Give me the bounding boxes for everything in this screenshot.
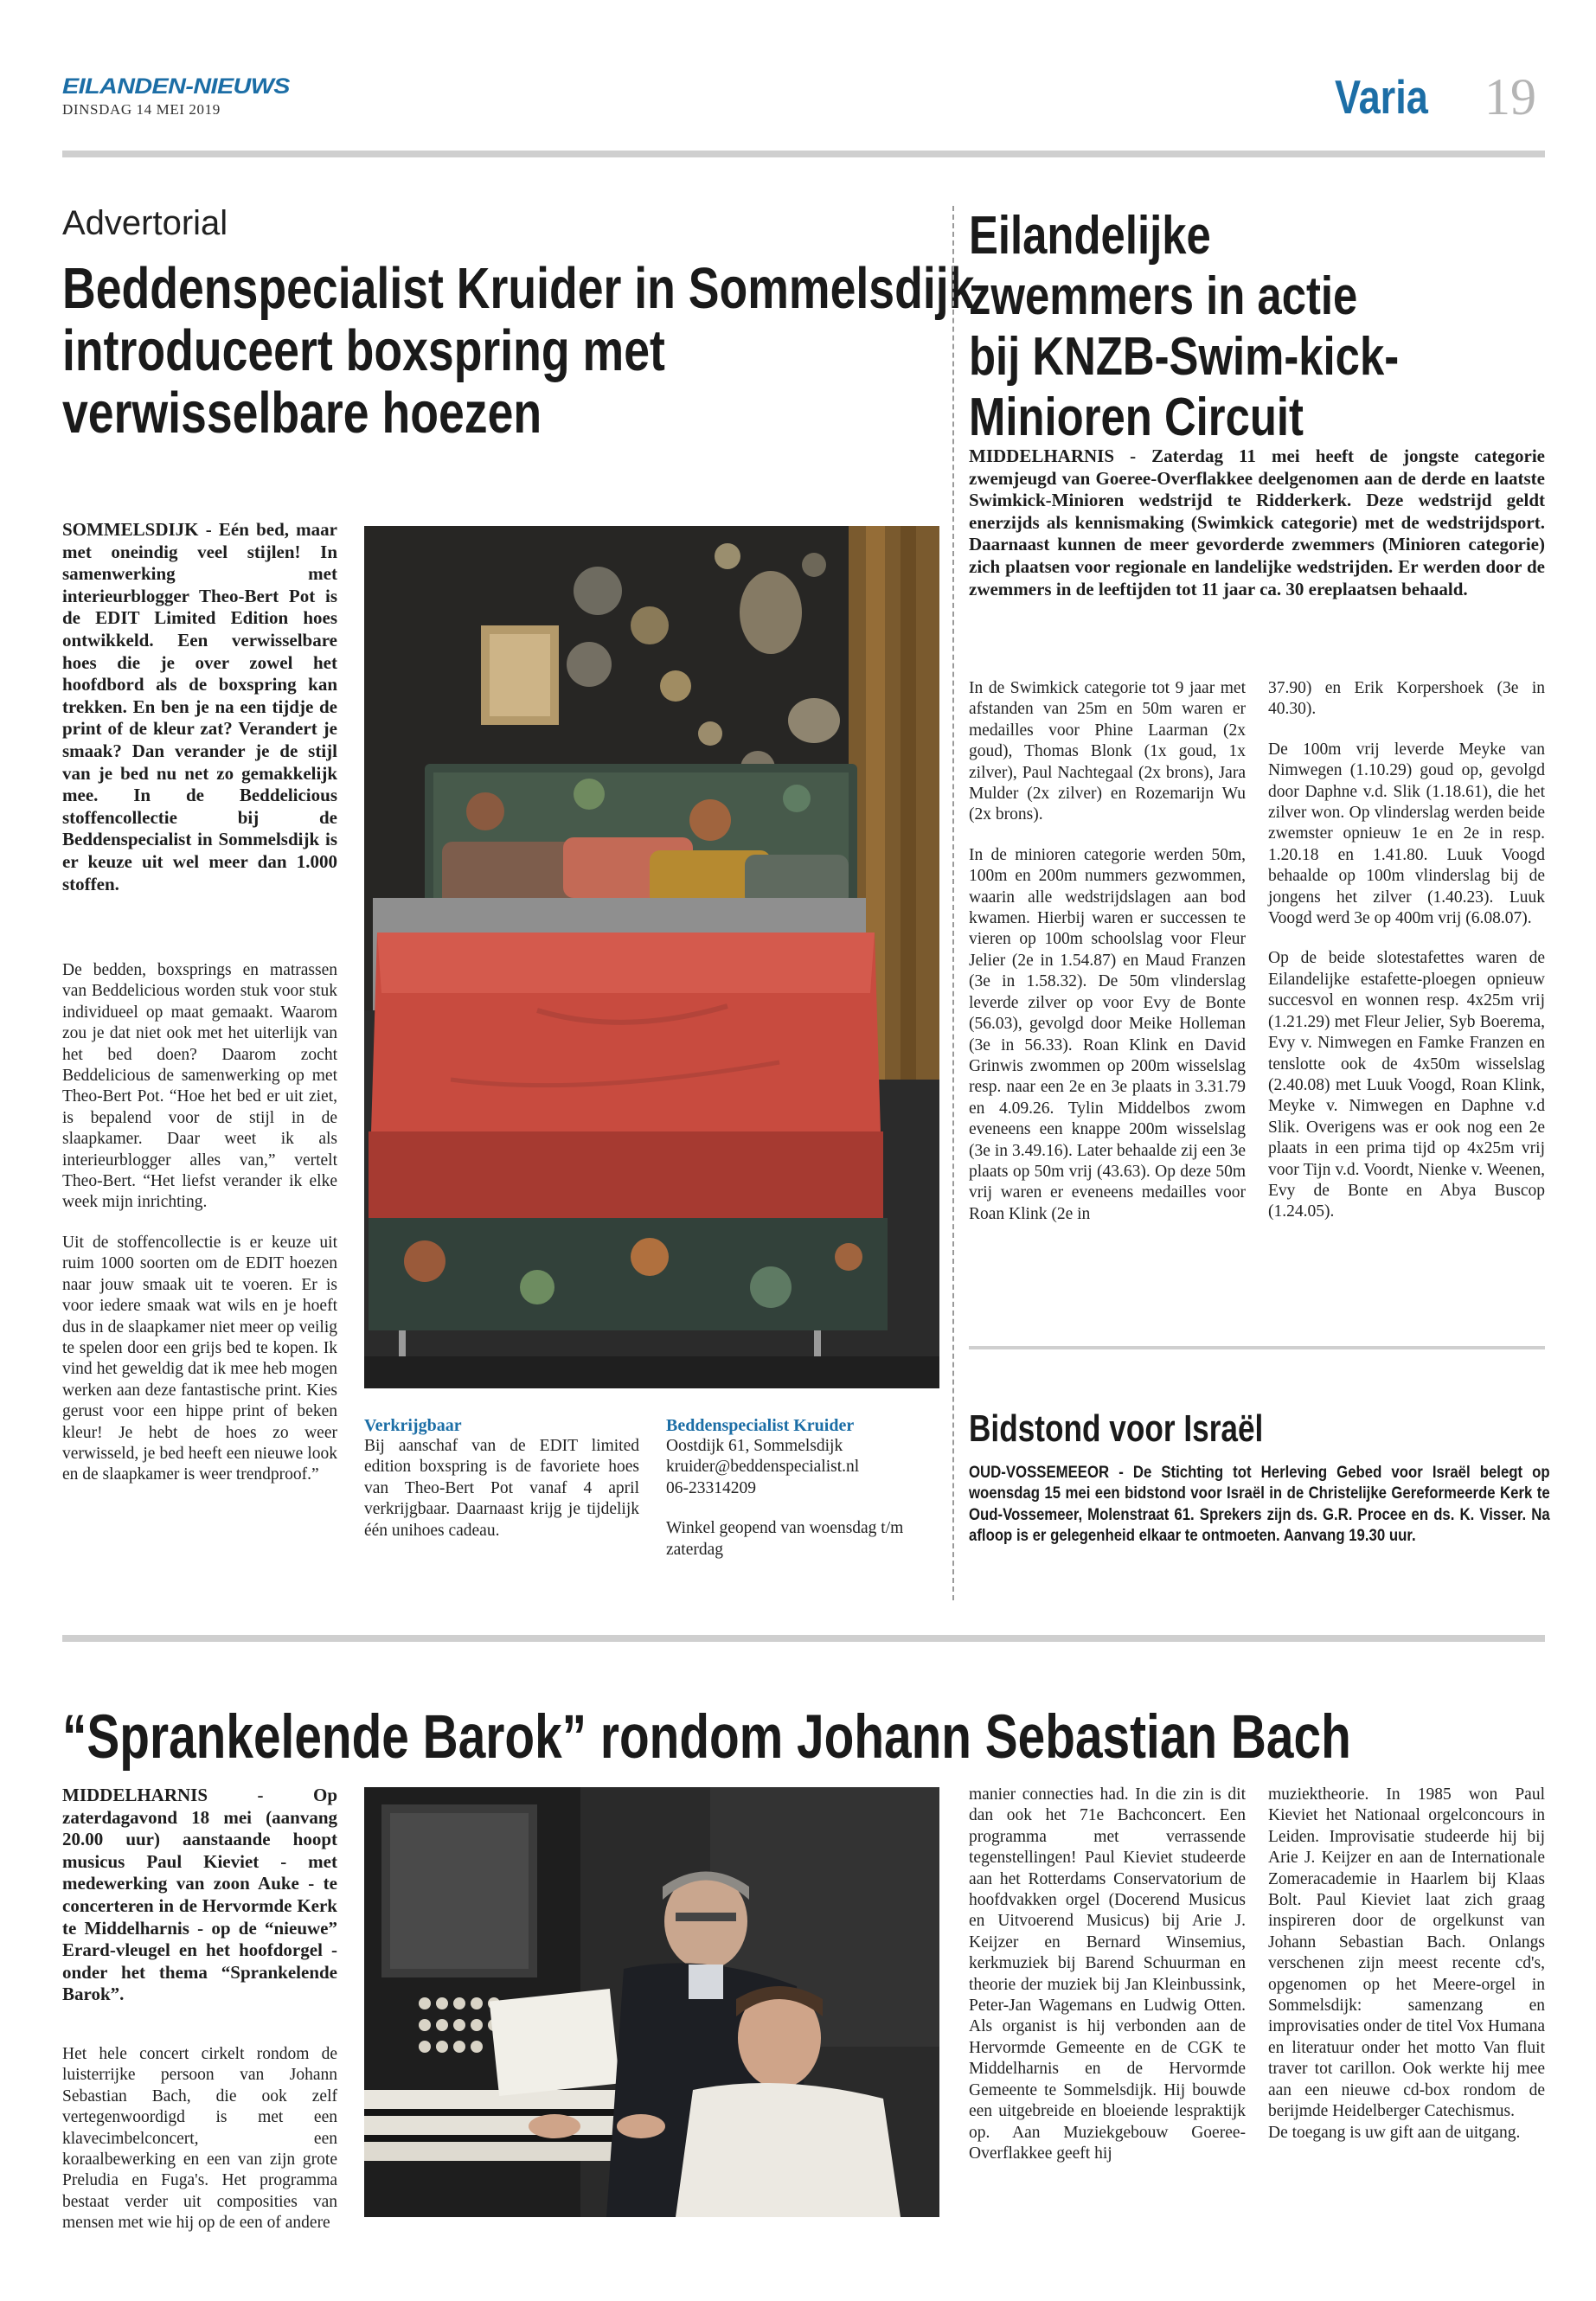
bed-lead-text: SOMMELSDIJK - Eén bed, maar met oneindig veel stijlen! In samenwerking met interieurblogger Theo-Bert Pot is de EDIT Limited Edition hoes ontwikkeld. Een verwisselbare hoes die je over zowel het hoofdbord als de boxspring kan trekken. En ben je na een tijdje de print of de kleur zat? Verandert je smaak? Dan verander je de stijl van je bed nu net zo gemakkelijk mee. In de Beddelicious stoffencollectie bij de Beddenspecialist in Sommelsdijk is er keuze uit wel meer dan 1.000 stoffen. [62,519,337,894]
bach-col3-text: muziektheorie. In 1985 won Paul Kieviet het Nationaal orgelconcours in Leiden. Improvisatie studeerde hij bij Arie J. Keijzer en aan de Internationale Zomeracademie in Haarlem bij Klaas Bolt. Paul Kieviet laat zich graag inspireren door de orgelkunst van Johann Sebastian Bach. Onlangs verschenen zijn meest recente cd's, opgenomen op het Meere-orgel in Sommelsdijk: samenzang en improvisaties onder de titel Vox Humana en literatuur onder het motto Van fluit traver tot carillon. Ook werkte hij mee aan een nieuwe cd-box rondom de berijmde Heidelberger Catechismus. [1268,1785,1545,2121]
swim-lead [969,445,1545,600]
bach-col2-text: manier connecties had. In die zin is dit dan ook het 71e Bachconcert. Een programma met verrassende tegenstellingen! Paul Kieviet studeerde aan het Rotterdams Conservatorium de hoofdvakken orgel (Docerend Musicus en Uitvoerend Musicus) bij Arie J. Keijzer en Bernard Winsemius, kerkmuziek bij Barend Schuurman en theorie der muziek bij Jan Kleinbussink, Peter-Jan Wagemans en Ludwig Otten. Als organist is hij verbonden aan de Hervormde Gemeente en de CGK te Middelharnis en de Hervormde Gemeente te Sommelsdijk. Hij bouwde een uitgebreide en bloeiende lespraktijk op. Aan Muziekgebouw Goeree-Overflakkee geeft hij [969,1785,1246,2163]
swim-headline: Eilandelijke zwemmers in actie bij KNZB-Swim-kick-Minioren Circuit [969,206,1400,447]
bed-body-p2: Uit de stoffencollectie is er keuze uit ruim 1000 soorten om de EDIT hoezen naar jouw smaak uit te voeren. Er is voor iedere smaak wat wils en je hoeft dus in de slaapkamer niet meer op veilig te spelen door een grijs bed te kopen. Ik vind het geweldig dat ik mee heb mogen werken aan deze fantastische print. Kies gerust voor een hippe print of beken kleur! Je hebt de hoes zo weer verwisseld, je bed heeft een nieuwe look en de slaapkamer is weer trendproof.” [62,1233,337,1484]
bach-lead [62,1785,337,2006]
section-title: Varia [1335,70,1428,124]
bidstond-text: OUD-VOSSEMEEOR - De Stichting tot Herleving Gebed voor Israël belegt op woensdag 15 mei een bidstond voor Israël in de Christelijke Gereformeerde Kerk te Oud-Vossemeer, Molenstraat 61. Sprekers zijn ds. G.R. Procee en ds. K. Visser. Na afloop is er gelegenheid elkaar te ontmoeten. Aanvang 19.30 uur. [969,1463,1550,1546]
bed-caption-right [666,1415,939,1561]
bidstond-rule [969,1346,1545,1349]
bed-photo-illustration [364,526,939,1388]
swim-col1-p2: In de minioren categorie werden 50m, 100m en 200m nummers gezwommen, waarin alle wedstrijdslagen aan bod kwamen. Hierbij waren er successen te vieren op 100m schoolslag voor Fleur Jelier (2e in 1.54.87) en Maud Franzen (3e in 1.58.32). De 50m vlinderslag leverde zilver op voor Evy de Bonte (56.03), gevolgd door Meike Holleman (3e in 56.33). Roan Klink en David Grinwis zwommen op 200m wisselslag resp. naar een 2e en 3e plaats in 3.31.79 en 4.09.26. Tylin Middelbos zwom eveneens een knappe 200m wisselslag (3e in 3.49.16). Later behaalde zij een 3e plaats op 50m vrij (43.63). Op deze 50m vrij waren er eveneens medailles voor Roan Klink (2e in [969,845,1246,1223]
swim-lead-text: MIDDELHARNIS - Zaterdag 11 mei heeft de jongste categorie zwemjeugd van Goeree-Overflakkee deelgenomen aan de derde en laatste Swimkick-Minioren wedstrijd te Ridderkerk. Deze wedstrijd geldt enerzijds als kennismaking (Swimkick categorie) met de wedstrijdsport. Daarnaast kunnen de meer gevorderde zwemmers (Minioren categorie) zich plaatsen voor regionale en landelijke wedstrijden. Er werden door de zwemmers in de leeftijden tot 11 jaar ca. 30 ereplaatsen behaald. [969,445,1545,599]
page-number: 19 [1484,68,1536,125]
organ-photo-illustration [364,1787,939,2217]
section-rule [62,1635,1545,1642]
bidstond-headline: Bidstond voor Israël [969,1407,1264,1450]
bed-photo [364,526,939,1388]
bach-body1 [62,2044,337,2234]
swim-col2-p1: 37.90) en Erik Korpershoek (3e in 40.30). [1268,679,1545,719]
swim-col1 [969,678,1246,1225]
store-email[interactable]: kruider@beddenspecialist.nl [666,1458,860,1477]
caption-left-text: Bij aanschaf van de EDIT limited edition boxspring is de favoriete hoes van Theo-Bert Pot vanaf 4 april verkrijgbaar. Daarnaast krijg je tijdelijk één unihoes cadeau. [364,1437,639,1540]
swim-col1-p1: In de Swimkick categorie tot 9 jaar met afstanden van 25m en 50m waren er medailles voor Phine Laarman (2x goud), Thomas Blonk (1x goud, 1x zilver), Paul Nachtegaal (2x brons), Jara Mulder (2x zilver) en Rozemarijn Wu (2x brons). [969,679,1246,824]
swim-col2-p3: Op de beide slotestafettes waren de Eilandelijke estafette-ploegen opnieuw succesvol en wonnen resp. 4x25m vrij (1.21.29) met Fleur Jelier, Syb Boerema, Evy v. Nimwegen en Famke Franzen en tenslotte ook de 4x50m wisselslag (2.40.08) met Luuk Voogd, Roan Klink, Meyke v. Nimwegen en Daphne v.d Slik. Overigens was er ook nog een 2e plaats in een prima tijd op 4x25m vrij voor Tijn v.d. Voordt, Nienke v. Weenen, Evy de Bonte en Abya Buscop (1.24.05). [1268,949,1545,1221]
store-opening-hours: Winkel geopend van woensdag t/m zaterdag [666,1519,904,1559]
advertorial-kicker: Advertorial [62,204,228,242]
bed-caption-left [364,1415,639,1541]
bed-body [62,960,337,1486]
store-name: Beddenspecialist Kruider [666,1416,855,1435]
bach-col3 [1268,1785,1545,2144]
organ-photo [364,1787,939,2217]
store-address: Oostdijk 61, Sommelsdijk [666,1437,843,1455]
swim-col2 [1268,678,1545,1223]
bed-lead [62,519,337,895]
bed-body-p1: De bedden, boxsprings en matrassen van Beddelicious worden stuk voor stuk individueel op maat gemaakt. Waarom zou je dat niet ook met het uiterlijk van het bed doen? Daarom zocht Beddelicious de samenwerking op met Theo-Bert Pot. “Hoe het bed er uit ziet, is bepalend voor de stijl in de slaapkamer. Daar weet ik als interieurblogger alles van,” vertelt Theo-Bert. “Het liefst verander ik elke week mijn inrichting. [62,961,337,1212]
bach-col2 [969,1785,1246,2164]
bach-headline: “Sprankelende Barok” rondom Johann Sebastian Bach [62,1703,1351,1772]
header-rule [62,151,1545,157]
caption-left-heading: Verkrijgbaar [364,1416,462,1435]
bach-lead-text: MIDDELHARNIS - Op zaterdagavond 18 mei (aanvang 20.00 uur) aanstaande hoopt musicus Paul Kieviet - met medewerking van zoon Auke - te concerteren in de Hervormde Kerk te Middelharnis - op de “nieuwe” Erard-vleugel en het hoofdorgel - onder het thema “Sprankelende Barok”. [62,1785,337,2005]
bach-col3-end: De toegang is uw gift aan de uitgang. [1268,2123,1521,2142]
bach-body1-text: Het hele concert cirkelt rondom de luisterrijke persoon van Johann Sebastian Bach, die ook zelf vertegenwoordigd is met een klavecimbelconcert, een koraalbewerking en een van zijn grote Preludia en Fuga's. Het programma bestaat verder uit composities van mensen met wie hij op de een of andere [62,2045,337,2233]
bed-headline: Beddenspecialist Kruider in Sommelsdijk introduceert boxspring met verwisselbare hoezen [62,256,975,445]
store-phone: 06-23314209 [666,1478,756,1497]
masthead-logo: EILANDEN-NIEUWS [62,74,290,99]
column-divider [952,206,954,1600]
swim-col2-p2: De 100m vrij leverde Meyke van Nimwegen (1.10.29) goud op, gevolgd door Daphne v.d. Slik (1.18.61), die het zilver won. Op vlinderslag werden beide zwemster opnieuw 1e en 2e in resp. 1.20.18 en 1.41.80. Luuk Voogd behaalde op 100m vlinderslag bij de jongens het zilver (1.40.23). Luuk Voogd werd 3e op 400m vrij (6.08.07). [1268,740,1545,928]
issue-date: DINSDAG 14 MEI 2019 [62,101,221,118]
